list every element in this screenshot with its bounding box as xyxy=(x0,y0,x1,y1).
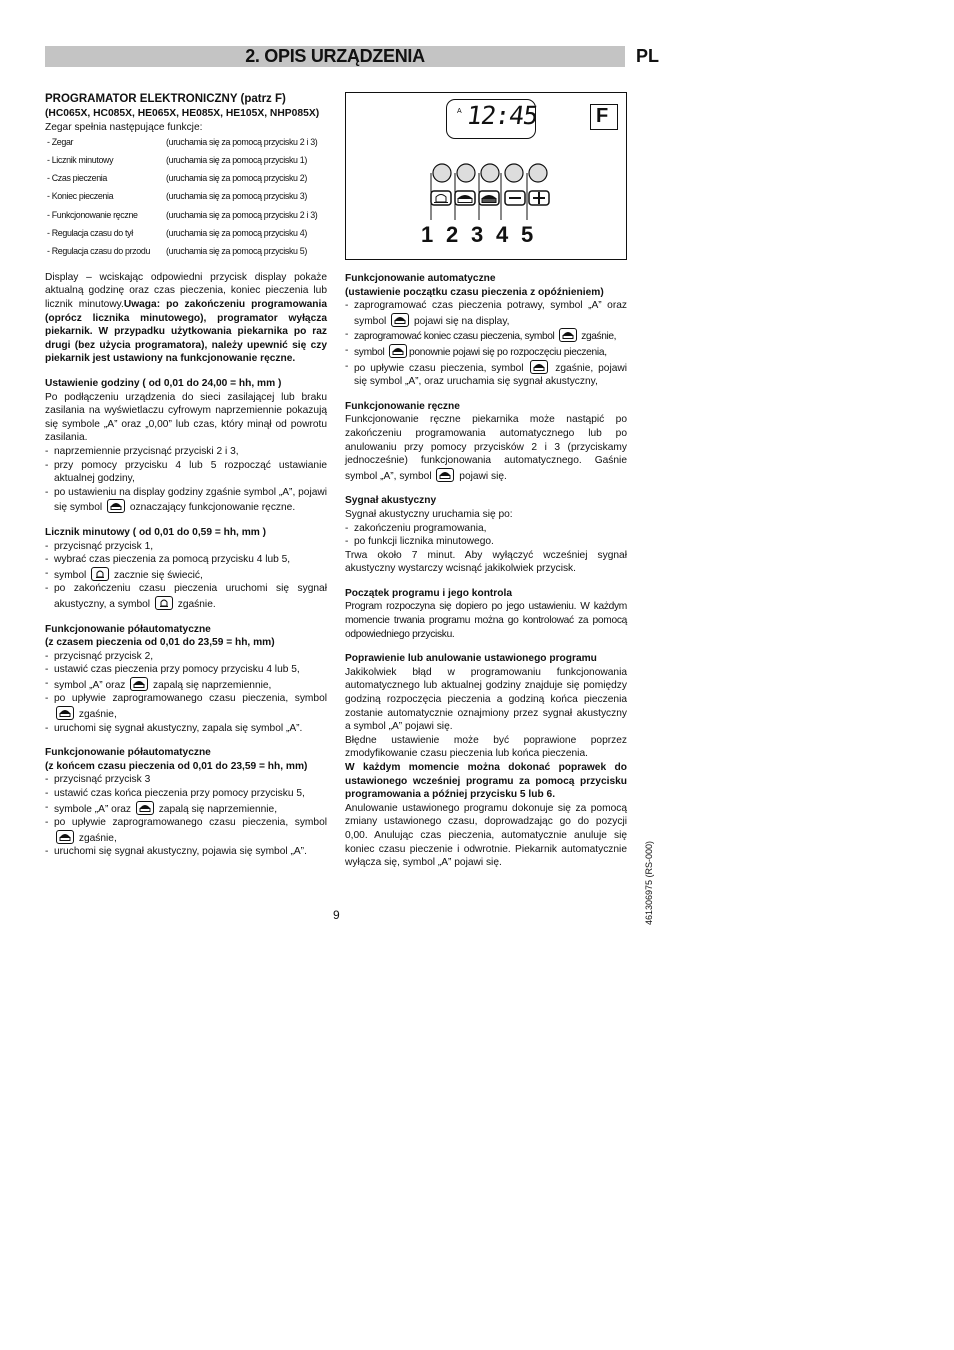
display-paragraph: Display – wciskając odpowiedni przycisk display pokaże aktualną godzinę oraz czas pieczenia, koniec pieczenia lub licznik minutowy.Uwaga: po zakończeniu programowania (oprócz licznika minutowego), programator wyłącza piekarnik. W przypadku użytkowania piekarnika po raz drugi (bez użycia programatora), należy upewnić się czy piekarnik jest ustawiony na funkcjonowanie ręczne. xyxy=(45,271,328,365)
semi-auto-1-list xyxy=(45,650,327,736)
oven-symbol-icon xyxy=(389,344,407,358)
oven-symbol-icon xyxy=(107,499,125,513)
button-number-4: 4 xyxy=(496,222,509,247)
display-time: 12:45 xyxy=(464,101,540,130)
acoustic-signal-text: Sygnał akustyczny uruchamia się po: xyxy=(345,508,513,520)
programmer-title: PROGRAMATOR ELEKTRONICZNY (patrz F) xyxy=(45,93,286,105)
semi-auto-1-subtitle: (z czasem pieczenia od 0,01 do 23,59 = hh, mm) xyxy=(45,637,275,649)
clock-setting-list xyxy=(45,445,327,515)
auto-mode-subtitle: (ustawienie początku czasu pieczenia z opóźnieniem) xyxy=(345,286,604,298)
list-item: - ustawić czas pieczenia przy pomocy przycisku 4 lub 5, xyxy=(45,663,327,677)
button-number-3: 3 xyxy=(471,222,484,247)
manual-mode-text: Funkcjonowanie ręczne piekarnika może nastąpić po zakończeniu programowania automatycznego lub po anulowaniu przy pomocy przycisków 2 i 3 (przyciskamy jednocześnie) funkcjonowania automatycznego. Gaśnie symbol „A”, symbol pojawi się. xyxy=(345,414,627,482)
program-correction-text-1: Jakikolwiek błąd w programowaniu funkcjonowania automatycznego lub aktualnej godziny znajduje się pomiędzy godziną rozpoczęcia pieczenia a godziną końca pieczenia zostanie automatycznie oznajmiony przez sygnał akustyczny a symbol „A” pojawi się. xyxy=(345,666,627,733)
auto-mode-title: Funkcjonowanie automatyczne xyxy=(345,273,496,284)
clock-setting-text: Po podłączeniu urządzenia do sieci zasilającej lub braku zasilania na wyświetlaczu cyfrowym naprzemiennie pokazują się symbole „A” oraz „0,00” lub czas, który minął od powrotu zasilania. xyxy=(45,391,327,444)
program-correction-title: Poprawienie lub anulowanie ustawionego programu xyxy=(345,653,597,665)
minute-timer-list xyxy=(45,540,327,612)
button-4-circle xyxy=(505,164,523,182)
button-1-circle xyxy=(433,164,451,182)
oven-symbol-icon xyxy=(130,677,148,691)
button-2-circle xyxy=(457,164,475,182)
list-item: - uruchomi się sygnał akustyczny, zapala się symbol „A”. xyxy=(45,722,327,736)
list-item: - naprzemiennie przycisnąć przyciski 2 i 3, xyxy=(45,445,327,459)
bell-icon xyxy=(155,596,173,610)
acoustic-signal-duration: Trwa około 7 minut. Aby wyłączyć wcześniej sygnał akustyczny wystarczy wcisnąć jakikolwiek przycisk. xyxy=(345,549,627,575)
table-row: - Funkcjonowanie ręczne (uruchamia się za pomocą przycisku 2 i 3) xyxy=(47,209,318,220)
table-row: - Licznik minutowy (uruchamia się za pomocą przycisku 1) xyxy=(47,155,307,166)
list-item: - po upływie zaprogramowanego czasu pieczenia, symbol zgaśnie, xyxy=(45,816,327,845)
list-item: - przycisnąć przycisk 1, xyxy=(45,540,327,554)
buttons-diagram xyxy=(345,92,627,260)
manual-mode-title: Funkcjonowanie ręczne xyxy=(345,400,460,412)
list-item: - po upływie czasu pieczenia, symbol zgaśnie, pojawi się symbol „A”, oraz uruchamia się sygnał akustyczny, xyxy=(345,360,627,389)
list-item: - symbol ponownie pojawi się po rozpoczęciu pieczenia, xyxy=(345,344,627,360)
program-correction-text-2: Błędne ustawienie może być poprawione poprzez zmodyfikowanie czasu pieczenia lub końca pieczenia. xyxy=(345,734,627,760)
section-title: 2. OPIS URZĄDZENIA xyxy=(245,46,425,66)
oven-symbol-icon xyxy=(56,830,74,844)
list-item: - zaprogramować czas pieczenia potrawy, symbol „A” oraz symbol pojawi się na display, xyxy=(345,299,627,328)
program-start-title: Początek programu i jego kontrola xyxy=(345,587,512,599)
list-item: - przycisnąć przycisk 3 xyxy=(45,773,327,787)
program-correction-bold: W każdym momencie można dokonać poprawek do ustawionego wcześniej programu za pomocą przycisku programowania a później przycisku 5 lub 6. xyxy=(345,762,627,801)
semi-auto-1-title: Funkcjonowanie półautomatyczne xyxy=(45,623,211,635)
table-row: - Regulacja czasu do przodu (uruchamia się za pomocą przycisku 5) xyxy=(47,245,307,256)
list-item: - po zakończeniu czasu pieczenia uruchomi się sygnał akustyczny, a symbol zgaśnie. xyxy=(45,582,327,611)
oven-symbol-icon xyxy=(136,801,154,815)
display-a-indicator: A xyxy=(457,108,462,115)
semi-auto-2-title: Funkcjonowanie półautomatyczne xyxy=(45,747,211,759)
button-number-5: 5 xyxy=(521,222,534,247)
program-start-text: Program rozpoczyna się dopiero po jego ustawieniu. W każdym momencie trwania programu można go kontrolować za pomocą odpowiedniego przycisku. xyxy=(345,601,627,640)
list-item: - przycisnąć przycisk 2, xyxy=(45,650,327,664)
acoustic-signal-list xyxy=(345,522,627,549)
oven-symbol-icon xyxy=(391,313,409,327)
semi-auto-2-list xyxy=(45,773,327,859)
functions-intro: Zegar spełnia następujące funkcje: xyxy=(45,121,203,133)
clock-setting-title: Ustawienie godziny ( od 0,01 do 24,00 = hh, mm ) xyxy=(45,378,282,389)
list-item: - zakończeniu programowania, xyxy=(345,522,627,536)
oven-symbol-icon xyxy=(56,706,74,720)
list-item: - wybrać czas pieczenia za pomocą przycisku 4 lub 5, xyxy=(45,553,327,567)
functions-table xyxy=(45,136,317,263)
button-5-circle xyxy=(529,164,547,182)
oven-symbol-icon xyxy=(559,328,577,342)
acoustic-signal-title: Sygnał akustyczny xyxy=(345,495,437,507)
button-number-1: 1 xyxy=(421,222,434,247)
table-row: - Zegar (uruchamia się za pomocą przycisku 2 i 3) xyxy=(47,137,318,148)
list-item: - zaprogramować koniec czasu pieczenia, symbol zgaśnie, xyxy=(345,328,627,344)
list-item: - symbol zacznie się świecić, xyxy=(45,567,327,583)
list-item: - symbole „A” oraz zapalą się naprzemiennie, xyxy=(45,801,327,817)
button-number-2: 2 xyxy=(446,222,459,247)
table-row: - Regulacja czasu do tył (uruchamia się za pomocą przycisku 4) xyxy=(47,227,307,238)
list-item: - przy pomocy przycisku 4 lub 5 rozpocząć ustawianie aktualnej godziny, xyxy=(45,459,327,486)
auto-mode-list xyxy=(345,299,627,389)
language-code: PL xyxy=(636,46,660,66)
document-number: 461306975 (RS-000) xyxy=(644,840,654,925)
list-item: - ustawić czas końca pieczenia przy pomocy przycisku 5, xyxy=(45,787,327,801)
program-correction-text-3: Anulowanie ustawionego programu dokonuje się za pomocą zmiany ustawionego czasu, doprowadzając go do pozycji 0,00. Anulując czas pieczenia, automatycznie anuluje się koniec czasu pieczenie i odwrotnie. Piekarnik automatycznie wyłącza się, symbol „A” pojawi się. xyxy=(345,802,627,869)
oven-symbol-icon xyxy=(436,468,454,482)
model-list: (HC065X, HC085X, HE065X, HE085X, HE105X, NHP085X) xyxy=(45,108,320,119)
semi-auto-2-subtitle: (z końcem czasu pieczenia od 0,01 do 23,59 = hh, mm) xyxy=(45,760,308,772)
list-item: - uruchomi się sygnał akustyczny, pojawia się symbol „A”. xyxy=(45,845,327,859)
button-3-circle xyxy=(481,164,499,182)
figure-f-label: F xyxy=(596,105,609,127)
oven-symbol-icon xyxy=(530,360,548,374)
list-item: - symbol „A” oraz zapalą się naprzemiennie, xyxy=(45,677,327,693)
right-column xyxy=(345,272,627,870)
bell-icon xyxy=(91,567,109,581)
list-item: - po funkcji licznika minutowego. xyxy=(345,535,627,549)
list-item: - po ustawieniu na display godziny zgaśnie symbol „A”, pojawi się symbol oznaczający funkcjonowanie ręczne. xyxy=(45,486,327,515)
page-number: 9 xyxy=(333,908,340,922)
list-item: - po upływie zaprogramowanego czasu pieczenia, symbol zgaśnie, xyxy=(45,692,327,721)
left-column xyxy=(45,92,327,859)
table-row: - Koniec pieczenia (uruchamia się za pomocą przycisku 3) xyxy=(47,191,307,202)
table-row: - Czas pieczenia (uruchamia się za pomocą przycisku 2) xyxy=(47,173,307,184)
minute-timer-title: Licznik minutowy ( od 0,01 do 0,59 = hh, mm ) xyxy=(45,526,267,538)
